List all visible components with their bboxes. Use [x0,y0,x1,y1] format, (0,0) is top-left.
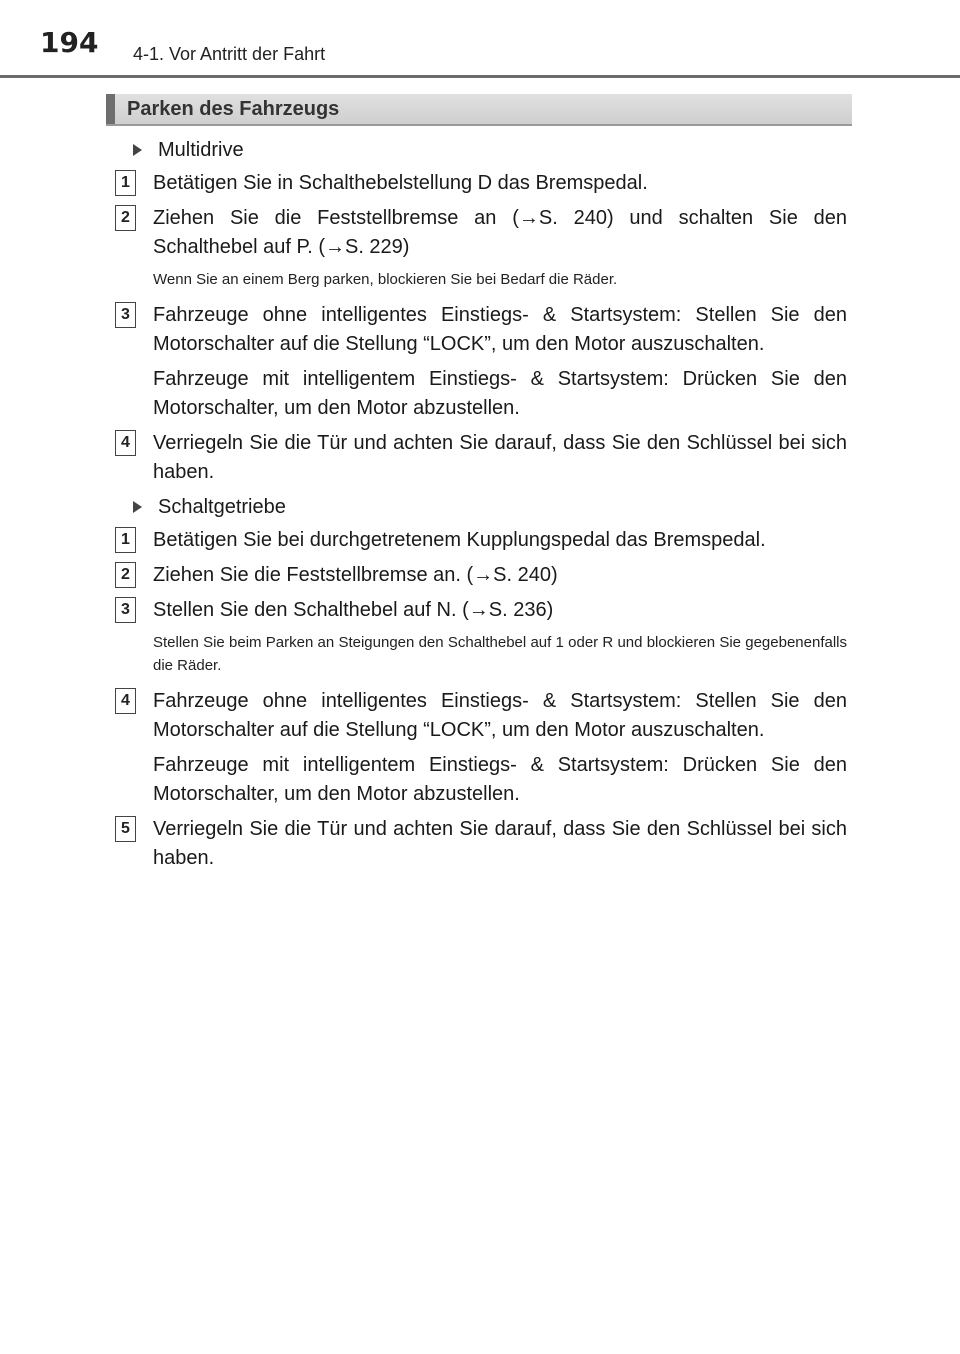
multidrive-step-3-continued: Fahrzeuge mit intelligentem Einstiegs- & Startsystem: Drücken Sie den Motorschalter, um den Motor abzustellen. [153,368,847,419]
multidrive-step-4 [121,429,847,487]
chapter-title: 4-1. Vor Antritt der Fahrt [133,44,326,64]
step-number-badge: 3 [115,302,136,328]
step-text: Verriegeln Sie die Tür und achten Sie darauf, dass Sie den Schlüssel bei sich haben. [153,432,847,483]
section-header-accent [106,94,115,124]
manual-heading [128,493,847,521]
step-text: Fahrzeuge ohne intelligentes Einstiegs- & Startsystem: Stellen Sie den Motorschalter auf die Stellung “LOCK”, um den Motor auszuschalten. [153,690,847,741]
step-text: Verriegeln Sie die Tür und achten Sie darauf, dass Sie den Schlüssel bei sich haben. [153,818,847,869]
header-rule [0,75,960,78]
triangle-bullet-icon [133,144,142,156]
section-title: Parken des Fahrzeugs [127,98,340,120]
step-number-badge: 1 [115,170,136,196]
manual-step-2 [121,561,847,590]
manual-step-4-continued: Fahrzeuge mit intelligentem Einstiegs- & Startsystem: Drücken Sie den Motorschalter, um den Motor abzustellen. [153,754,847,805]
section-header [106,94,852,126]
multidrive-step-2 [121,204,847,262]
page-number: 194 [40,26,99,59]
step-text: Fahrzeuge ohne intelligentes Einstiegs- & Startsystem: Stellen Sie den Motorschalter auf die Stellung “LOCK”, um den Motor auszuschalten. [153,304,847,355]
step-text: Stellen Sie den Schalthebel auf N. (→S. 236) [153,599,554,621]
multidrive-heading [128,136,847,164]
manual-step-3 [121,596,847,625]
triangle-bullet-icon [133,501,142,513]
manual-heading-text: Schaltgetriebe [158,495,286,518]
multidrive-step-1 [121,169,847,198]
step-number-badge: 1 [115,527,136,553]
multidrive-heading-text: Multidrive [158,138,244,161]
manual-step-1 [121,526,847,555]
multidrive-note: Wenn Sie an einem Berg parken, blockieren Sie bei Bedarf die Räder. [153,271,618,288]
step-text: Betätigen Sie in Schalthebelstellung D das Bremspedal. [153,172,648,194]
content [121,136,847,879]
step-number-badge: 5 [115,816,136,842]
step-number-badge: 4 [115,688,136,714]
step-number-badge: 4 [115,430,136,456]
step-text: Ziehen Sie die Feststellbremse an (→S. 240) und schalten Sie den Schalthebel auf P. (→S. 229) [153,207,847,258]
manual-step-4 [121,687,847,745]
manual-note: Stellen Sie beim Parken an Steigungen den Schalthebel auf 1 oder R und blockieren Sie gegebenenfalls die Räder. [153,634,847,674]
manual-step-5 [121,815,847,873]
multidrive-step-3 [121,301,847,359]
step-number-badge: 2 [115,205,136,231]
step-number-badge: 3 [115,597,136,623]
step-text: Betätigen Sie bei durchgetretenem Kupplungspedal das Bremspedal. [153,529,766,551]
step-text: Ziehen Sie die Feststellbremse an. (→S. 240) [153,564,558,586]
step-number-badge: 2 [115,562,136,588]
